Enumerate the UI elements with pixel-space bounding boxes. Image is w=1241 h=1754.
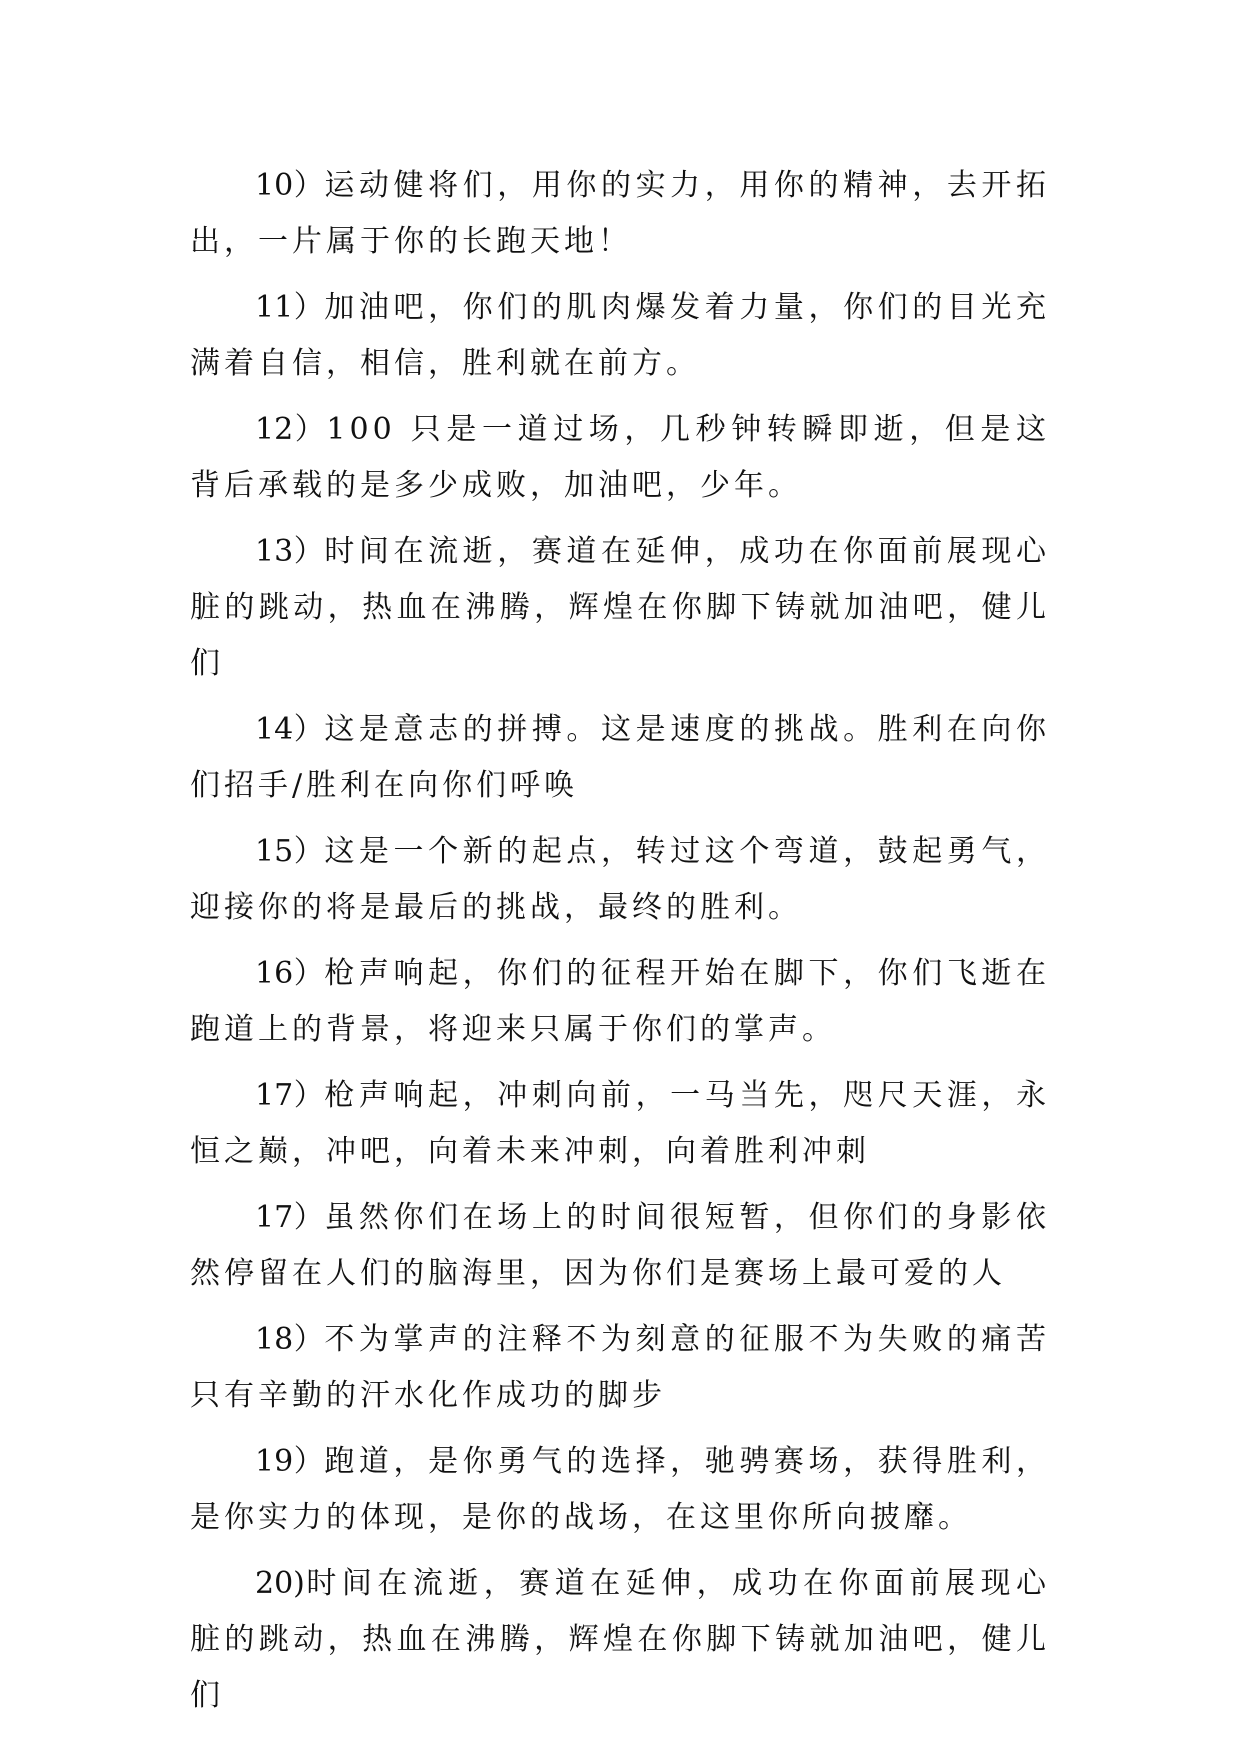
item-text: 枪声响起，冲刺向前，一马当先，咫尺天涯，永恒之巅，冲吧，向着未来冲刺，向着胜利冲刺 [190, 1078, 1050, 1169]
paragraph-15 [190, 824, 1050, 936]
paragraph-17b [190, 1190, 1050, 1302]
item-text: 加油吧，你们的肌肉爆发着力量，你们的目光充满着自信，相信，胜利就在前方。 [190, 290, 1050, 381]
paragraph-18 [190, 1312, 1050, 1424]
item-text: 枪声响起，你们的征程开始在脚下，你们飞逝在跑道上的背景，将迎来只属于你们的掌声。 [190, 956, 1050, 1047]
paragraph-11 [190, 280, 1050, 392]
item-number: 13） [255, 534, 325, 569]
item-number: 11） [255, 290, 325, 325]
item-number: 12） [255, 412, 327, 447]
item-text: 跑道，是你勇气的选择，驰骋赛场，获得胜利，是你实力的体现，是你的战场，在这里你所向披靡。 [190, 1444, 1050, 1535]
item-text: 时间在流逝，赛道在延伸，成功在你面前展现心脏的跳动，热血在沸腾，辉煌在你脚下铸就加油吧，健儿们 [190, 1566, 1050, 1713]
item-number: 20) [255, 1566, 305, 1601]
document-body [190, 158, 1050, 1734]
paragraph-13 [190, 524, 1050, 692]
item-number: 14） [255, 712, 325, 747]
paragraph-12 [190, 402, 1050, 514]
item-text: 这是意志的拼搏。这是速度的挑战。胜利在向你们招手/胜利在向你们呼唤 [190, 712, 1050, 803]
item-text: 运动健将们，用你的实力，用你的精神，去开拓出，一片属于你的长跑天地！ [190, 168, 1050, 259]
item-text: 虽然你们在场上的时间很短暂，但你们的身影依然停留在人们的脑海里，因为你们是赛场上最可爱的人 [190, 1200, 1050, 1291]
paragraph-17a [190, 1068, 1050, 1180]
item-text: 这是一个新的起点，转过这个弯道，鼓起勇气，迎接你的将是最后的挑战，最终的胜利。 [190, 834, 1050, 925]
item-number: 18） [255, 1322, 325, 1357]
paragraph-16 [190, 946, 1050, 1058]
paragraph-19 [190, 1434, 1050, 1546]
paragraph-20 [190, 1556, 1050, 1724]
item-number: 16） [255, 956, 325, 991]
item-number: 10） [255, 168, 325, 203]
item-text: 100 只是一道过场，几秒钟转瞬即逝，但是这背后承载的是多少成败，加油吧，少年。 [190, 412, 1051, 503]
item-number: 17） [255, 1078, 325, 1113]
item-number: 19） [255, 1444, 325, 1479]
item-text: 不为掌声的注释不为刻意的征服不为失败的痛苦只有辛勤的汗水化作成功的脚步 [190, 1322, 1050, 1413]
item-number: 17） [255, 1200, 325, 1235]
item-number: 15） [255, 834, 325, 869]
item-text: 时间在流逝，赛道在延伸，成功在你面前展现心脏的跳动，热血在沸腾，辉煌在你脚下铸就加油吧，健儿们 [190, 534, 1050, 681]
paragraph-10 [190, 158, 1050, 270]
paragraph-14 [190, 702, 1050, 814]
